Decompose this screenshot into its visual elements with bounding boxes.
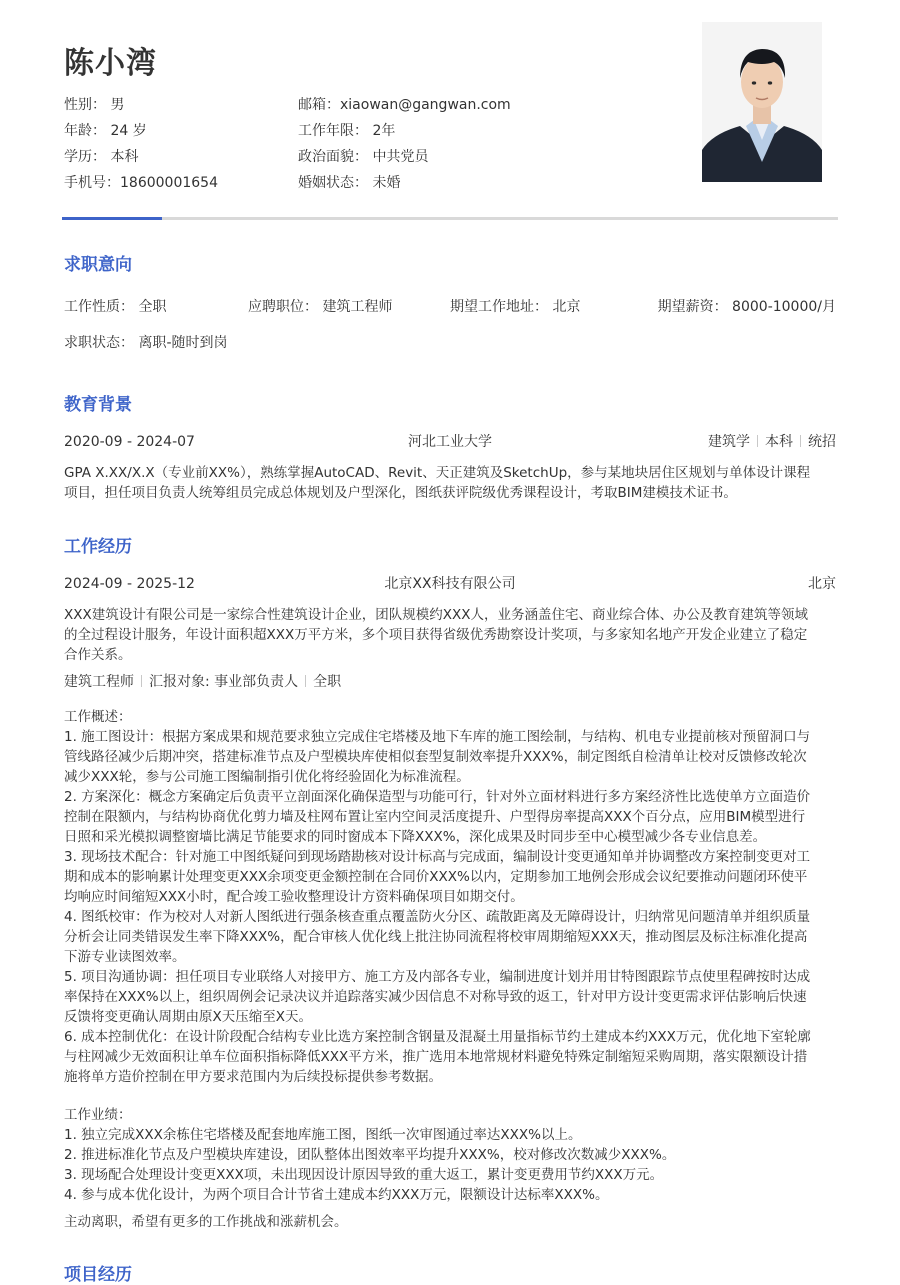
report-to: 汇报对象: 事业部负责人 bbox=[149, 674, 299, 690]
overview-line: 5. 项目沟通协调：担任项目专业联络人对接甲方、施工方及内部各专业，编制进度计划并用甘特图跟踪节点使里程碑按时达成 bbox=[64, 969, 811, 985]
overview-line: 均响应时间缩短XXX小时，配合竣工验收整理设计方资料确保项目如期交付。 bbox=[64, 889, 524, 905]
company-description-line: 合作关系。 bbox=[64, 647, 132, 663]
work-overview bbox=[64, 707, 836, 1087]
major: 建筑学 bbox=[708, 434, 750, 450]
overview-line: 2. 方案深化：概念方案确定后负责平立剖面深化确保造型与功能可行，针对外立面材料进行多方案经济性比选使单方立面造价 bbox=[64, 789, 811, 805]
achievement-line: 1. 独立完成XXX余栋住宅塔楼及配套地库施工图，图纸一次审图通过率达XXX%以上。 bbox=[64, 1127, 582, 1143]
overview-line: 率保持在XXX%以上，组织周例会记录决议并追踪落实减少因信息不对称导致的返工，针对甲方设计变更需求评估影响后快速 bbox=[64, 989, 807, 1005]
overview-line: 下游专业读图效率。 bbox=[64, 949, 186, 965]
section-title-job-intent: 求职意向 bbox=[64, 255, 132, 275]
salary-field: 期望薪资： 8000-10000/月 bbox=[657, 299, 836, 315]
school-name: 河北工业大学 bbox=[408, 434, 492, 450]
education-description-line: GPA X.XX/X.X（专业前XX%），熟练掌握AutoCAD、Revit、天正建筑及SketchUp，参与某地块居住区规划与单体设计课程 bbox=[64, 465, 811, 481]
achievement-line: 3. 现场配合处理设计变更XXX项，未出现因设计原因导致的重大返工，累计变更费用节约XXX万元。 bbox=[64, 1167, 664, 1183]
gender-field: 性别： 男 bbox=[64, 97, 125, 113]
overview-line: 6. 成本控制优化：在设计阶段配合结构专业比选方案控制含钢量及混凝土用量指标节约土建成本约XXX万元，优化地下室轮廓 bbox=[64, 1029, 811, 1045]
education-level-field: 学历： 本科 bbox=[64, 149, 139, 165]
company-name: 北京XX科技有限公司 bbox=[384, 576, 516, 592]
phone-field: 手机号：18600001654 bbox=[64, 175, 218, 191]
company-description bbox=[64, 605, 836, 665]
section-title-education: 教育背景 bbox=[64, 395, 132, 415]
location-field: 期望工作地址： 北京 bbox=[450, 299, 581, 315]
section-title-project: 项目经历 bbox=[64, 1265, 132, 1285]
overview-line: 分析会让同类错误发生率下降XXX%，配合审核人优化线上批注协同流程将校审周期缩短XXX天，推动图层及标注标准化提高 bbox=[64, 929, 808, 945]
work-role-row bbox=[64, 672, 836, 692]
study-mode: 统招 bbox=[808, 434, 836, 450]
header-divider bbox=[62, 217, 838, 220]
overview-label: 工作概述： bbox=[64, 709, 132, 725]
employment-type: 全职 bbox=[313, 674, 342, 690]
email-field: 邮箱：xiaowan@gangwan.com bbox=[298, 97, 511, 113]
job-role: 建筑工程师 bbox=[64, 674, 134, 690]
job-status-row bbox=[64, 333, 836, 353]
marital-status-field: 婚姻状态： 未婚 bbox=[298, 175, 401, 191]
work-period: 2024-09 - 2025-12 bbox=[64, 576, 195, 592]
header-divider-accent bbox=[62, 217, 162, 220]
achievements-label: 工作业绩： bbox=[64, 1107, 132, 1123]
section-title-work: 工作经历 bbox=[64, 537, 132, 557]
position-field: 应聘职位： 建筑工程师 bbox=[248, 299, 393, 315]
overview-line: 与柱网减少无效面积让单车位面积指标降低XXX平方米，推广选用本地常规材料避免特殊定制缩短采购周期，落实限额设计措 bbox=[64, 1049, 808, 1065]
work-years-field: 工作年限： 2年 bbox=[298, 123, 396, 139]
education-tags bbox=[708, 432, 836, 452]
degree: 本科 bbox=[765, 434, 793, 450]
overview-line: 控制在限额内，与结构协商优化剪力墙及柱网布置让室内空间灵活度提升、户型得房率提高XXX个百分点，应用BIM模型进行 bbox=[64, 809, 806, 825]
company-description-line: XXX建筑设计有限公司是一家综合性建筑设计企业，团队规模约XXX人，业务涵盖住宅、商业综合体、办公及教育建筑等领域 bbox=[64, 607, 808, 623]
politics-field: 政治面貌： 中共党员 bbox=[298, 149, 429, 165]
portrait-image bbox=[702, 22, 822, 182]
overview-line: 1. 施工图设计：根据方案成果和规范要求独立完成住宅塔楼及地下车库的施工图绘制，与结构、机电专业提前核对预留洞口与 bbox=[64, 729, 811, 745]
overview-line: 减少XXX轮，参与公司施工图编制指引优化将经验固化为标准流程。 bbox=[64, 769, 470, 785]
overview-line: 日照和采光模拟调整窗墙比满足节能要求的同时窗成本下降XXX%，深化成果及时同步至中心模型减少各专业信息差。 bbox=[64, 829, 767, 845]
education-period: 2020-09 - 2024-07 bbox=[64, 434, 195, 450]
job-status-field: 求职状态： 离职-随时到岗 bbox=[64, 335, 228, 351]
work-achievements bbox=[64, 1105, 836, 1205]
leave-reason: 主动离职，希望有更多的工作挑战和涨薪机会。 bbox=[64, 1214, 348, 1230]
overview-line: 3. 现场技术配合：针对施工中图纸疑问到现场踏勘核对设计标高与完成面，编制设计变更通知单并协调整改方案控制变更对工 bbox=[64, 849, 811, 865]
education-description bbox=[64, 463, 836, 503]
candidate-name: 陈小湾 bbox=[64, 46, 157, 81]
work-city: 北京 bbox=[808, 576, 836, 592]
overview-line: 反馈将变更确认周期由原X天压缩至X天。 bbox=[64, 1009, 312, 1025]
education-description-line: 项目，担任项目负责人统筹组员完成总体规划及户型深化，图纸获评院级优秀课程设计，考取BIM建模技术证书。 bbox=[64, 485, 737, 501]
company-description-line: 的全过程设计服务，年设计面积超XXX万平方米，多个项目获得省级优秀勘察设计奖项，与多家知名地产开发企业建立了稳定 bbox=[64, 627, 808, 643]
achievement-line: 2. 推进标准化节点及户型模块库建设，团队整体出图效率平均提升XXX%，校对修改次数减少XXX%。 bbox=[64, 1147, 676, 1163]
profile-photo bbox=[702, 22, 822, 182]
achievement-line: 4. 参与成本优化设计，为两个项目合计节省土建成本约XXX万元，限额设计达标率XXX%。 bbox=[64, 1187, 609, 1203]
overview-line: 期和成本的影响累计处理变更XXX余项变更金额控制在合同价XXX%以内，定期参加工地例会形成会议纪要推动问题闭环使平 bbox=[64, 869, 808, 885]
age-field: 年龄： 24 岁 bbox=[64, 123, 147, 139]
overview-line: 4. 图纸校审：作为校对人对新人图纸进行强条核查重点覆盖防火分区、疏散距离及无障碍设计，归纳常见问题清单并组织质量 bbox=[64, 909, 811, 925]
job-type-field: 工作性质： 全职 bbox=[64, 299, 167, 315]
overview-line: 管线路径减少后期冲突，搭建标准节点及户型模块库使相似套型复制效率提升XXX%，制定图纸自检清单让校对反馈修改轮次 bbox=[64, 749, 807, 765]
overview-line: 施将单方造价控制在甲方要求范围内为后续投标提供参考数据。 bbox=[64, 1069, 442, 1085]
